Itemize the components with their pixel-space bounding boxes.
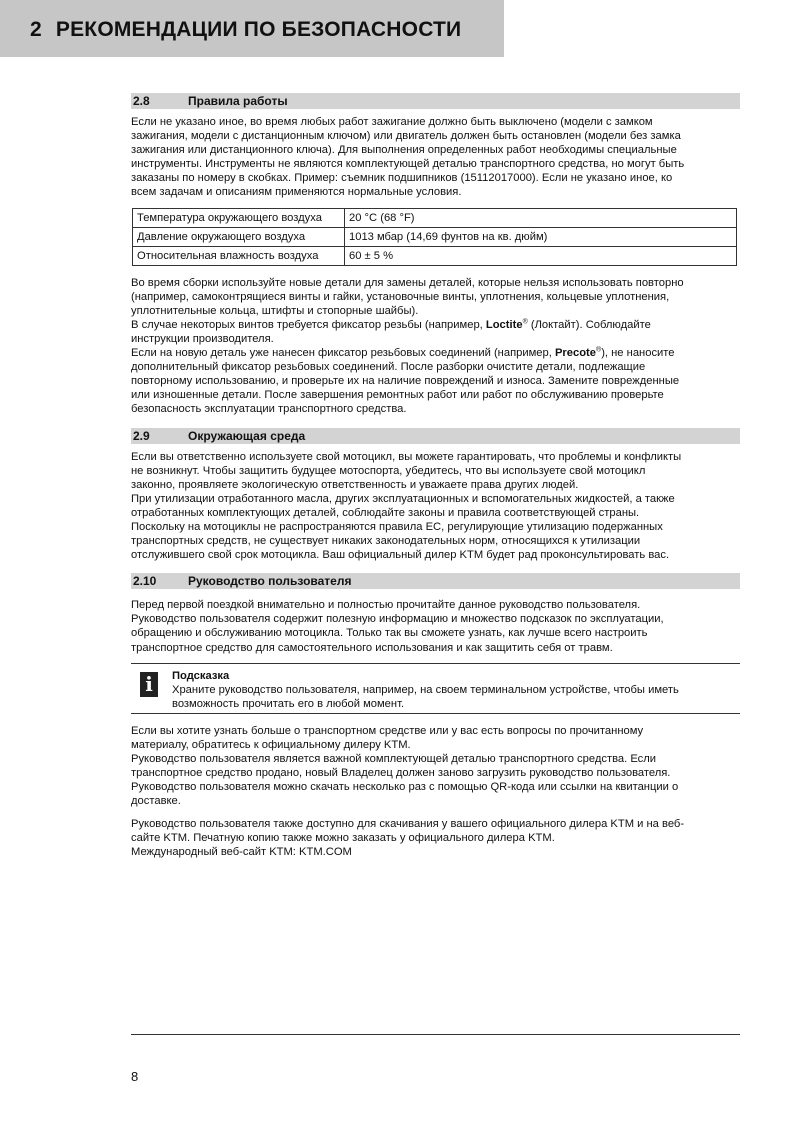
table-row <box>133 246 737 265</box>
section-header-2-10 <box>131 573 740 589</box>
brand-precote: Precote <box>554 347 597 360</box>
text-line: Если не указано иное, во время любых работ зажигание должно быть выключено (модели с замком <box>131 116 653 128</box>
chapter-title-text: РЕКОМЕНДАЦИИ ПО БЕЗОПАСНОСТИ <box>55 18 462 41</box>
text-line: Во время сборки используйте новые детали для замены деталей, которые нельзя использовать повторно <box>131 276 684 289</box>
section-title: Окружающая среда <box>188 428 306 443</box>
text-line: обращению и обслуживанию мотоцикла. Только так вы сможете узнать, как лучше всего настроить <box>131 627 648 640</box>
text-line: всем задачам и описаниям применяются нормальные условия. <box>131 186 462 199</box>
chapter-title <box>30 18 461 42</box>
text-line: Руководство пользователя также доступно для скачивания у вашего официального дилера KTM и на веб- <box>131 818 685 831</box>
text-line: законно, проявляете экологическую ответственность и уважаете права других людей. <box>131 478 579 491</box>
section-number: 2.9 <box>133 428 150 443</box>
section-title: Правила работы <box>188 94 288 108</box>
tip-title: Подсказка <box>172 669 230 682</box>
text-line: транспортное средство продано, новый Владелец должен заново загрузить руководство пользователя. <box>131 766 671 779</box>
section-number: 2.10 <box>133 574 157 589</box>
text-line: уплотнительные кольца, штифты и стопорные шайбы). <box>131 304 419 317</box>
normal-conditions-table <box>132 208 737 266</box>
text-line: ), не наносите <box>601 347 675 360</box>
info-icon: i <box>140 672 158 697</box>
text-line: Если вы ответственно используете свой мотоцикл, вы можете гарантировать, что проблемы и конфликты <box>131 450 682 463</box>
table-cell-value: 20 °C (68 °F) <box>345 208 737 227</box>
table-cell-value: 1013 мбар (14,69 фунтов на кв. дюйм) <box>345 227 737 246</box>
paragraph-owner-manual <box>131 598 740 654</box>
text-line: При утилизации отработанного масла, других эксплуатационных и вспомогательных жидкостей, а также <box>131 492 675 505</box>
text-line: повторному использованию, и проверьте их на наличие повреждений и износа. Замените поврежденные <box>131 375 680 388</box>
brand-loctite: Loctite <box>485 318 523 331</box>
table-cell-label: Относительная влажность воздуха <box>133 246 345 265</box>
text-line: Если вы хотите узнать больше о транспортном средстве или у вас есть вопросы по прочитанному <box>131 724 644 737</box>
table-cell-label: Температура окружающего воздуха <box>133 208 345 227</box>
text-line: транспортное средство для самостоятельного использования и как защитить себя от травм. <box>131 641 613 654</box>
text-line: доставке. <box>131 795 181 808</box>
text-line: В случае некоторых винтов требуется фиксатор резьбы (например, <box>131 318 486 331</box>
text-line: инструкции производителя. <box>131 332 274 345</box>
paragraph-work-rules <box>131 115 740 200</box>
section-number: 2.8 <box>133 94 150 108</box>
chapter-header <box>0 0 504 57</box>
text-line: транспортных средств, не существует никаких законодательных норм, относящихся к утилизации <box>131 535 641 548</box>
text-line: Перед первой поездкой внимательно и полностью прочитайте данное руководство пользователя. <box>131 599 641 612</box>
chapter-number: 2 <box>30 18 42 41</box>
paragraph-download <box>131 817 740 859</box>
page-number: 8 <box>131 1069 139 1084</box>
tip-text <box>172 683 732 711</box>
paragraph-dealer-info <box>131 724 740 809</box>
text-line: безопасность эксплуатации транспортного средства. <box>131 403 407 416</box>
text-line: заказаны по номеру в скобках. Пример: съемник подшипников (15112017000). Если не указано иное, ко <box>131 172 673 185</box>
section-header-2-8 <box>131 93 740 109</box>
section-header-2-9 <box>131 428 740 444</box>
text-line: зажигания, модели с дистанционным ключом) или двигатель должен быть остановлен (модели без замка <box>131 130 681 143</box>
paragraph-new-parts <box>131 276 740 417</box>
footer-divider <box>131 1034 740 1035</box>
text-line: инструменты. Инструменты не являются комплектующей деталью транспортного средства, но могут быть <box>131 158 685 171</box>
text-line: Руководство пользователя можно скачать несколько раз с помощью QR-кода или ссылки на квитанции о <box>131 781 679 793</box>
text-line: отработанных комплектующих деталей, соблюдайте законы и правила соответствующей страны. <box>131 506 640 519</box>
text-line: Руководство пользователя содержит полезную информацию и множество подсказок по эксплуатации, <box>131 613 664 626</box>
text-line: материалу, обратитесь к официальному дилеру KTM. <box>131 738 411 751</box>
text-line: возможность прочитать его в любой момент. <box>172 697 405 710</box>
text-line: (например, самоконтрящиеся винты и гайки, установочные винты, уплотнения, кольцевые уплотнения, <box>131 290 670 303</box>
text-line: сайте KTM. Печатную копию также можно заказать у официального дилера KTM. <box>131 832 555 845</box>
text-line: Международный веб-сайт KTM: KTM.COM <box>131 846 352 859</box>
registered-mark: ® <box>596 346 602 354</box>
paragraph-environment <box>131 450 740 563</box>
table-row <box>133 208 737 227</box>
text-line: Если на новую деталь уже нанесен фиксатор резьбовых соединений (например, <box>131 347 555 360</box>
text-line: или изношенные детали. После завершения ремонтных работ или работ по обслуживанию проверьте <box>131 389 664 402</box>
text-line: Руководство пользователя является важной комплектующей деталью транспортного средства. Если <box>131 752 657 765</box>
text-line: отслужившего свой срок мотоцикла. Ваш официальный дилер KTM будет рад проконсультировать вас. <box>131 549 670 562</box>
text-line: дополнительный фиксатор резьбовых соединений. После разборки очистите детали, подлежащие <box>131 361 646 374</box>
text-line: Поскольку на мотоциклы не распространяются правила ЕС, регулирующие утилизацию подержанных <box>131 520 663 533</box>
table-cell-value: 60 ± 5 % <box>345 246 737 265</box>
page-content <box>131 93 740 859</box>
table-row <box>133 227 737 246</box>
text-line: (Локтайт). Соблюдайте <box>527 318 651 331</box>
tip-box <box>131 663 740 714</box>
table-cell-label: Давление окружающего воздуха <box>133 227 345 246</box>
text-line: зажигания или дистанционного ключа). Для выполнения определенных работ необходимы специальные <box>131 144 677 157</box>
text-line: Храните руководство пользователя, например, на своем терминальном устройстве, чтобы иметь <box>172 683 679 696</box>
section-title: Руководство пользователя <box>188 574 352 589</box>
registered-mark: ® <box>522 318 528 326</box>
text-line: не возникнут. Чтобы защитить будущее мотоспорта, убедитесь, что вы используете свой мотоцикл <box>131 464 646 477</box>
